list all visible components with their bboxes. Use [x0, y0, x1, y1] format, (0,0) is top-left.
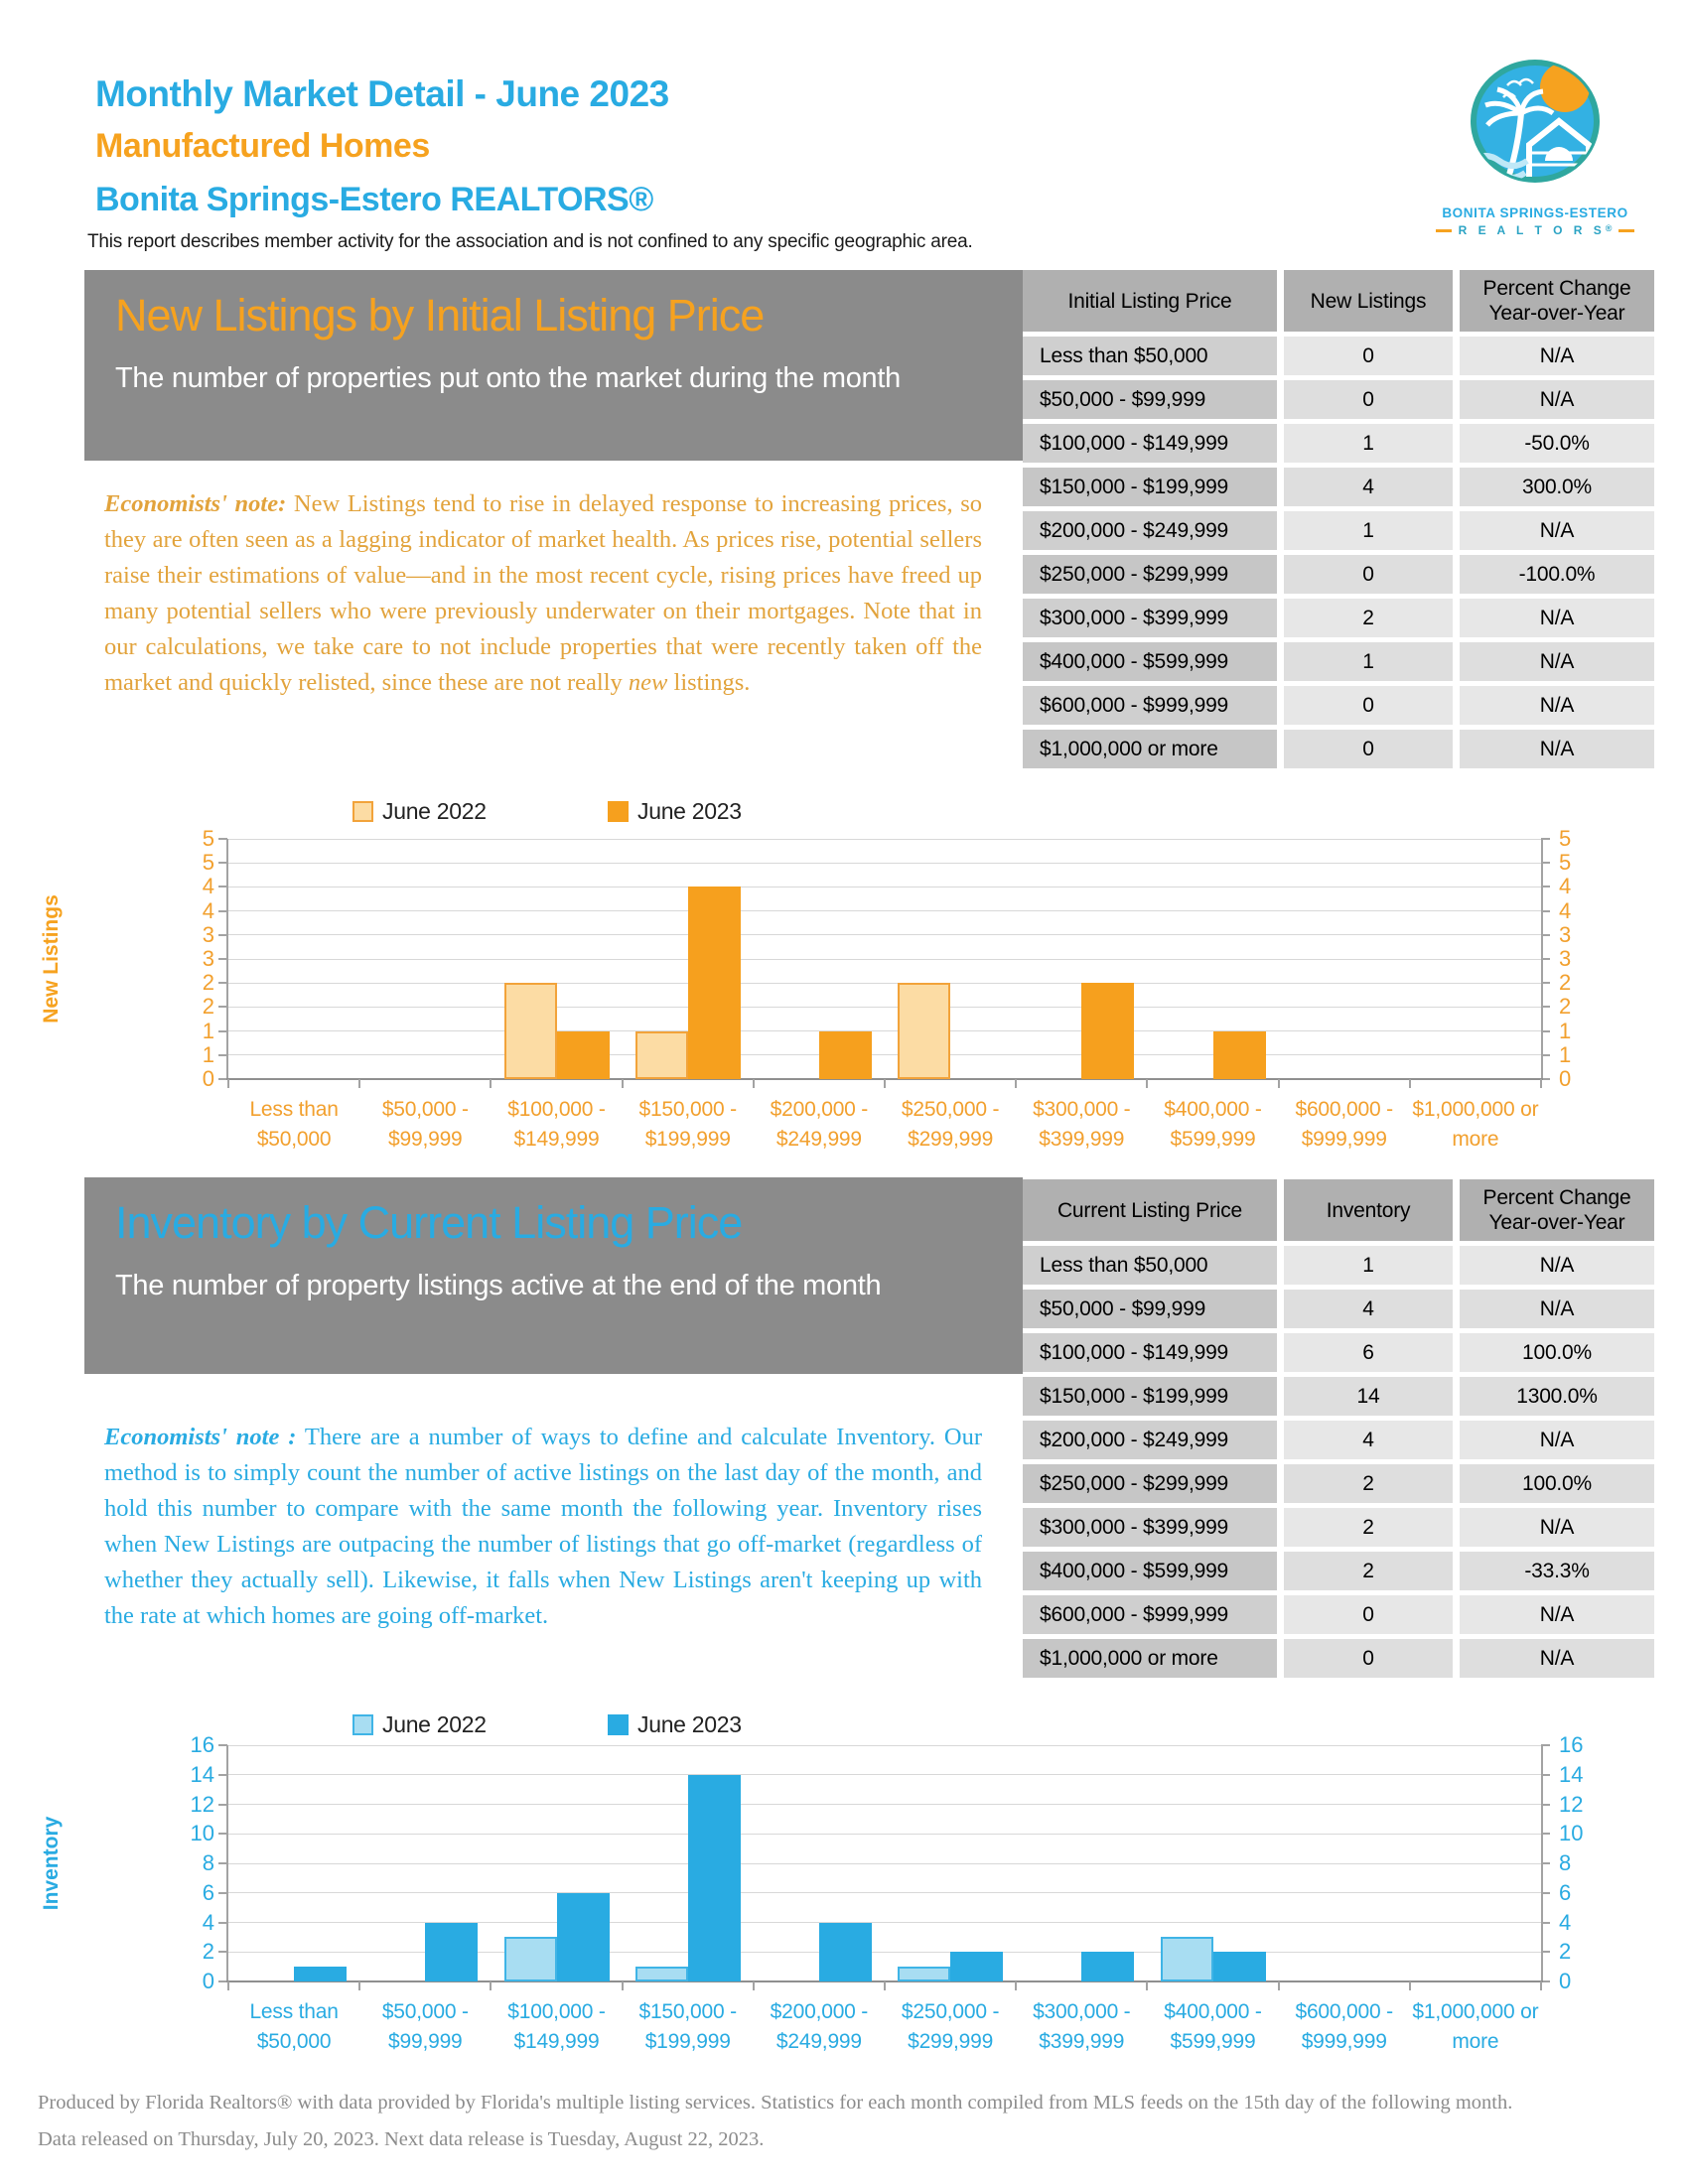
y-axis-tick-label-right: 2 [1559, 1939, 1572, 1965]
bar-june-2022 [1161, 1937, 1213, 1981]
x-axis-category-label: $600,000 - $999,999 [1295, 2000, 1393, 2053]
y-axis-tick-label-right: 1 [1559, 1041, 1572, 1067]
table-row-count: 0 [1284, 380, 1453, 419]
legend-item-june-2022 [352, 1711, 608, 1738]
table-row-count: 2 [1284, 599, 1453, 637]
inventory-bar-chart [190, 1732, 1584, 2053]
legend-label: June 2022 [382, 798, 487, 824]
gridline [228, 1745, 1541, 1746]
table-row-percent-change: 100.0% [1460, 1333, 1654, 1372]
table-row-price: $100,000 - $149,999 [1023, 1333, 1277, 1372]
bar-june-2023 [950, 1952, 1003, 1981]
table-row-price: $300,000 - $399,999 [1023, 599, 1277, 637]
table-row-count: 14 [1284, 1377, 1453, 1416]
table-row-percent-change: N/A [1460, 511, 1654, 550]
table-row-price: $400,000 - $599,999 [1023, 642, 1277, 681]
table-row-price: $400,000 - $599,999 [1023, 1552, 1277, 1590]
gridline [228, 1892, 1541, 1893]
y-axis-tick-label-left: 2 [202, 994, 214, 1020]
economists-note-inventory [104, 1420, 982, 1634]
table-header-col3: Percent Change Year-over-Year [1460, 1179, 1654, 1241]
x-axis-tick-mark [622, 1981, 624, 1990]
x-axis-tick-mark [1015, 1981, 1017, 1990]
table-row-count: 2 [1284, 1464, 1453, 1503]
y-axis-tick-label-left: 8 [202, 1850, 214, 1875]
inventory-y-axis-title: Inventory [40, 1816, 63, 1911]
y-axis-tick-label-right: 10 [1559, 1821, 1584, 1846]
x-axis-tick-mark [358, 1981, 360, 1990]
table-row-price: $150,000 - $199,999 [1023, 468, 1277, 506]
note-body: New Listings tend to rise in delayed response to increasing prices, so they are often seen as a lagging indicator of market health. As prices rise, potential sellers raise their estimations of value—and in the most recent cycle, rising prices have freed up many potential sellers who were previously underwater on their mortgages. Note that in our calculations, we take care to not include properties that were recently taken off the market and quickly relisted, since these are not really [104, 490, 983, 696]
x-axis-tick-mark [1015, 1079, 1017, 1088]
page-subtitle-property-type: Manufactured Homes [95, 127, 430, 165]
legend-label: June 2023 [637, 1711, 742, 1737]
table-row-percent-change: N/A [1460, 380, 1654, 419]
table-header-col1: Initial Listing Price [1023, 270, 1277, 332]
report-disclaimer: This report describes member activity for the association and is not confined to any specific geographic area. [87, 231, 973, 252]
y-axis-tick-label-right: 3 [1559, 921, 1572, 947]
new-listings-bar-chart [202, 826, 1572, 1151]
bar-june-2023 [819, 1031, 872, 1079]
y-axis-tick-label-left: 4 [202, 1909, 214, 1935]
y-axis-tick-label-right: 14 [1559, 1761, 1584, 1787]
bar-june-2022 [635, 1967, 688, 1981]
table-row-percent-change: -50.0% [1460, 424, 1654, 463]
bar-june-2022 [504, 983, 557, 1079]
x-axis-tick-mark [227, 1981, 229, 1990]
section-title-new-listings: New Listings by Initial Listing Price [115, 290, 765, 341]
inventory-table [1023, 1179, 1654, 1678]
legend-swatch [608, 801, 629, 822]
y-axis-tick-label-left: 5 [202, 850, 214, 876]
table-row-price: $200,000 - $249,999 [1023, 511, 1277, 550]
table-row-count: 0 [1284, 1639, 1453, 1678]
y-axis-tick-label-left: 6 [202, 1879, 214, 1905]
table-row-price: $100,000 - $149,999 [1023, 424, 1277, 463]
y-axis-tick-label-left: 3 [202, 946, 214, 971]
table-row-price: $150,000 - $199,999 [1023, 1377, 1277, 1416]
bar-june-2023 [1081, 983, 1134, 1079]
x-axis-tick-mark [227, 1079, 229, 1088]
y-axis-tick-label-right: 2 [1559, 970, 1572, 996]
y-axis-tick-label-left: 16 [190, 1732, 214, 1757]
logo-emblem-icon [1460, 50, 1611, 199]
x-axis-category-label: $250,000 - $299,999 [901, 2000, 1000, 2053]
x-axis-category-label: $100,000 - $149,999 [507, 1098, 606, 1151]
x-axis-category-label: Less than $50,000 [249, 2000, 339, 2053]
gridline [228, 1834, 1541, 1835]
table-row-price: $300,000 - $399,999 [1023, 1508, 1277, 1547]
table-header-col2: New Listings [1284, 270, 1453, 332]
bar-june-2023 [1081, 1952, 1134, 1981]
gridline [228, 839, 1541, 840]
table-header-col1: Current Listing Price [1023, 1179, 1277, 1241]
x-axis-tick-mark [1146, 1079, 1148, 1088]
bar-june-2023 [688, 887, 741, 1079]
y-axis-tick-label-left: 12 [190, 1791, 214, 1817]
x-axis-category-label: $200,000 - $249,999 [770, 2000, 869, 2053]
y-axis-tick-label-right: 3 [1559, 946, 1572, 971]
section-subtitle-new-listings: The number of properties put onto the market during the month [115, 362, 901, 394]
x-axis-tick-mark [1409, 1981, 1411, 1990]
table-row-price: $600,000 - $999,999 [1023, 1595, 1277, 1634]
gridline [228, 1030, 1541, 1031]
x-axis-tick-mark [1278, 1981, 1280, 1990]
table-row-percent-change: N/A [1460, 642, 1654, 681]
x-axis-category-label: $150,000 - $199,999 [638, 1098, 737, 1151]
y-axis-tick-label-right: 4 [1559, 1909, 1572, 1935]
footer-line-2: Data released on Thursday, July 20, 2023. Next data release is Tuesday, August 22, 2023. [38, 2128, 765, 2150]
page-title: Monthly Market Detail - June 2023 [95, 73, 669, 114]
table-row-price: $1,000,000 or more [1023, 730, 1277, 768]
y-axis-tick-label-right: 5 [1559, 850, 1572, 876]
note-body-end: listings. [667, 669, 751, 696]
table-row-percent-change: N/A [1460, 1290, 1654, 1328]
x-axis-tick-mark [1540, 1981, 1542, 1990]
logo-dash-right [1618, 229, 1634, 232]
x-axis-category-label: $300,000 - $399,999 [1033, 1098, 1131, 1151]
table-row-count: 4 [1284, 468, 1453, 506]
y-axis-tick-label-right: 5 [1559, 826, 1572, 851]
legend-label: June 2023 [637, 798, 742, 824]
x-axis-category-label: $1,000,000 or more [1412, 1098, 1539, 1151]
table-row-percent-change: N/A [1460, 1639, 1654, 1678]
gridline [228, 1774, 1541, 1775]
legend-item-june-2023 [608, 1711, 863, 1738]
table-row-price: Less than $50,000 [1023, 337, 1277, 375]
bar-june-2023 [688, 1775, 741, 1981]
y-axis-tick-label-left: 3 [202, 921, 214, 947]
bar-june-2022 [898, 1967, 950, 1981]
y-axis-tick-label-right: 2 [1559, 994, 1572, 1020]
gridline [228, 934, 1541, 935]
table-row-count: 0 [1284, 337, 1453, 375]
section-inventory-header [84, 1177, 1023, 1374]
table-row-price: $600,000 - $999,999 [1023, 686, 1277, 725]
gridline [228, 910, 1541, 911]
gridline [228, 1804, 1541, 1805]
x-axis-tick-mark [490, 1981, 492, 1990]
x-axis-tick-mark [1278, 1079, 1280, 1088]
y-axis-tick-label-right: 8 [1559, 1850, 1572, 1875]
note-label: Economists' note : [104, 1424, 297, 1450]
table-row-percent-change: N/A [1460, 599, 1654, 637]
y-axis-tick-label-right: 12 [1559, 1791, 1584, 1817]
table-row-count: 4 [1284, 1290, 1453, 1328]
bar-june-2023 [557, 1893, 610, 1981]
bar-june-2023 [294, 1967, 347, 1981]
gridline [228, 983, 1541, 984]
logo-realtors-text: R E A L T O R S® [1458, 223, 1613, 237]
legend-swatch [608, 1714, 629, 1735]
x-axis-tick-mark [884, 1079, 886, 1088]
x-axis-tick-mark [490, 1079, 492, 1088]
y-axis-tick-label-right: 0 [1559, 1066, 1572, 1091]
y-axis-tick-label-left: 10 [190, 1821, 214, 1846]
table-header-col2: Inventory [1284, 1179, 1453, 1241]
note-body: There are a number of ways to define and calculate Inventory. Our method is to simply count the number of active listings on the last day of the month, and hold this number to compare with the same month the following year. Inventory rises when New Listings are outpacing the number of listings that go off-market (regardless of whether they actually sell). Likewise, it falls when New Listings aren't keeping up with the rate at which homes are going off-market. [104, 1424, 982, 1629]
x-axis-category-label: $300,000 - $399,999 [1033, 2000, 1131, 2053]
economists-note-new-listings [104, 486, 982, 701]
table-row-count: 1 [1284, 642, 1453, 681]
y-axis-tick-label-right: 4 [1559, 897, 1572, 923]
section-title-inventory: Inventory by Current Listing Price [115, 1197, 743, 1248]
y-axis-line-right [1541, 839, 1543, 1079]
x-axis-tick-mark [884, 1981, 886, 1990]
table-row-count: 4 [1284, 1421, 1453, 1459]
association-logo [1436, 50, 1634, 237]
bar-june-2022 [898, 983, 950, 1079]
section-subtitle-inventory: The number of property listings active at the end of the month [115, 1270, 882, 1301]
gridline [228, 1007, 1541, 1008]
y-axis-tick-label-left: 0 [202, 1969, 214, 1993]
y-axis-line-right [1541, 1745, 1543, 1981]
logo-org-name: BONITA SPRINGS-ESTERO [1442, 205, 1628, 220]
x-axis-category-label: Less than $50,000 [249, 1098, 339, 1151]
y-axis-tick-label-right: 16 [1559, 1732, 1584, 1757]
x-axis-tick-mark [358, 1079, 360, 1088]
note-italic-word: new [628, 669, 668, 696]
gridline [228, 1054, 1541, 1055]
page-subtitle-association: Bonita Springs-Estero REALTORS® [95, 181, 653, 218]
bar-june-2022 [504, 1937, 557, 1981]
table-row-price: $1,000,000 or more [1023, 1639, 1277, 1678]
table-row-percent-change: 100.0% [1460, 1464, 1654, 1503]
section-new-listings-header [84, 270, 1023, 461]
legend-item-june-2022 [352, 798, 608, 825]
new-listings-y-axis-title: New Listings [40, 894, 63, 1024]
x-axis-category-label: $200,000 - $249,999 [770, 1098, 869, 1151]
y-axis-tick-label-right: 4 [1559, 874, 1572, 899]
legend-item-june-2023 [608, 798, 863, 825]
y-axis-tick-label-left: 4 [202, 874, 214, 899]
report-footer [38, 2085, 1646, 2158]
y-axis-tick-label-left: 0 [202, 1066, 214, 1091]
bar-june-2022 [635, 1031, 688, 1079]
table-row-count: 6 [1284, 1333, 1453, 1372]
bar-june-2023 [1213, 1952, 1266, 1981]
legend-label: June 2022 [382, 1711, 487, 1737]
table-row-count: 0 [1284, 555, 1453, 594]
x-axis-tick-mark [1146, 1981, 1148, 1990]
y-axis-tick-label-left: 14 [190, 1761, 214, 1787]
table-row-count: 2 [1284, 1552, 1453, 1590]
x-axis-category-label: $400,000 - $599,999 [1164, 2000, 1262, 2053]
bar-june-2023 [425, 1923, 478, 1982]
y-axis-tick-label-left: 2 [202, 970, 214, 996]
y-axis-tick-label-left: 4 [202, 897, 214, 923]
gridline [228, 1863, 1541, 1864]
table-row-price: $250,000 - $299,999 [1023, 555, 1277, 594]
x-axis-tick-mark [622, 1079, 624, 1088]
y-axis-tick-label-left: 2 [202, 1939, 214, 1965]
table-row-price: $250,000 - $299,999 [1023, 1464, 1277, 1503]
y-axis-tick-label-right: 0 [1559, 1969, 1572, 1993]
table-row-count: 0 [1284, 730, 1453, 768]
note-label: Economists' note: [104, 490, 287, 517]
gridline [228, 863, 1541, 864]
table-row-percent-change: N/A [1460, 1246, 1654, 1285]
table-row-count: 0 [1284, 686, 1453, 725]
table-row-percent-change: -100.0% [1460, 555, 1654, 594]
bar-june-2023 [557, 1031, 610, 1079]
table-row-percent-change: N/A [1460, 686, 1654, 725]
table-row-percent-change: 300.0% [1460, 468, 1654, 506]
x-axis-category-label: $150,000 - $199,999 [638, 2000, 737, 2053]
table-row-percent-change: N/A [1460, 730, 1654, 768]
x-axis-tick-mark [1540, 1079, 1542, 1088]
y-axis-line-left [226, 1745, 228, 1981]
x-axis-category-label: $50,000 - $99,999 [381, 2000, 469, 2053]
x-axis-tick-mark [753, 1079, 755, 1088]
table-row-count: 1 [1284, 424, 1453, 463]
table-row-count: 0 [1284, 1595, 1453, 1634]
gridline [228, 959, 1541, 960]
table-row-price: Less than $50,000 [1023, 1246, 1277, 1285]
legend-swatch [352, 1714, 373, 1735]
y-axis-tick-label-left: 1 [202, 1041, 214, 1067]
table-row-count: 1 [1284, 1246, 1453, 1285]
table-row-percent-change: N/A [1460, 337, 1654, 375]
table-row-price: $50,000 - $99,999 [1023, 1290, 1277, 1328]
x-axis-category-label: $400,000 - $599,999 [1164, 1098, 1262, 1151]
y-axis-tick-label-left: 1 [202, 1018, 214, 1043]
logo-realtors-line [1436, 223, 1634, 237]
x-axis-category-label: $600,000 - $999,999 [1295, 1098, 1393, 1151]
table-row-percent-change: N/A [1460, 1595, 1654, 1634]
x-axis-category-label: $50,000 - $99,999 [381, 1098, 469, 1151]
bar-june-2023 [819, 1923, 872, 1982]
new-listings-table [1023, 270, 1654, 768]
legend-swatch [352, 801, 373, 822]
y-axis-tick-label-right: 6 [1559, 1879, 1572, 1905]
table-row-price: $200,000 - $249,999 [1023, 1421, 1277, 1459]
table-row-count: 2 [1284, 1508, 1453, 1547]
inventory-chart-legend [352, 1711, 863, 1738]
table-row-price: $50,000 - $99,999 [1023, 380, 1277, 419]
x-axis-category-label: $100,000 - $149,999 [507, 2000, 606, 2053]
y-axis-tick-label-right: 1 [1559, 1018, 1572, 1043]
new-listings-chart-legend [352, 798, 863, 825]
table-row-percent-change: N/A [1460, 1421, 1654, 1459]
y-axis-line-left [226, 839, 228, 1079]
x-axis-category-label: $1,000,000 or more [1412, 2000, 1539, 2053]
table-row-percent-change: N/A [1460, 1508, 1654, 1547]
bar-june-2023 [1213, 1031, 1266, 1079]
table-row-percent-change: 1300.0% [1460, 1377, 1654, 1416]
footer-line-1: Produced by Florida Realtors® with data provided by Florida's multiple listing services. Statistics for each month compiled from MLS feeds on the 15th day of the following month. [38, 2092, 1513, 2114]
logo-dash-left [1436, 229, 1452, 232]
table-row-percent-change: -33.3% [1460, 1552, 1654, 1590]
table-header-col3: Percent Change Year-over-Year [1460, 270, 1654, 332]
table-row-count: 1 [1284, 511, 1453, 550]
x-axis-category-label: $250,000 - $299,999 [901, 1098, 1000, 1151]
y-axis-tick-label-left: 5 [202, 826, 214, 851]
x-axis-tick-mark [1409, 1079, 1411, 1088]
x-axis-tick-mark [753, 1981, 755, 1990]
